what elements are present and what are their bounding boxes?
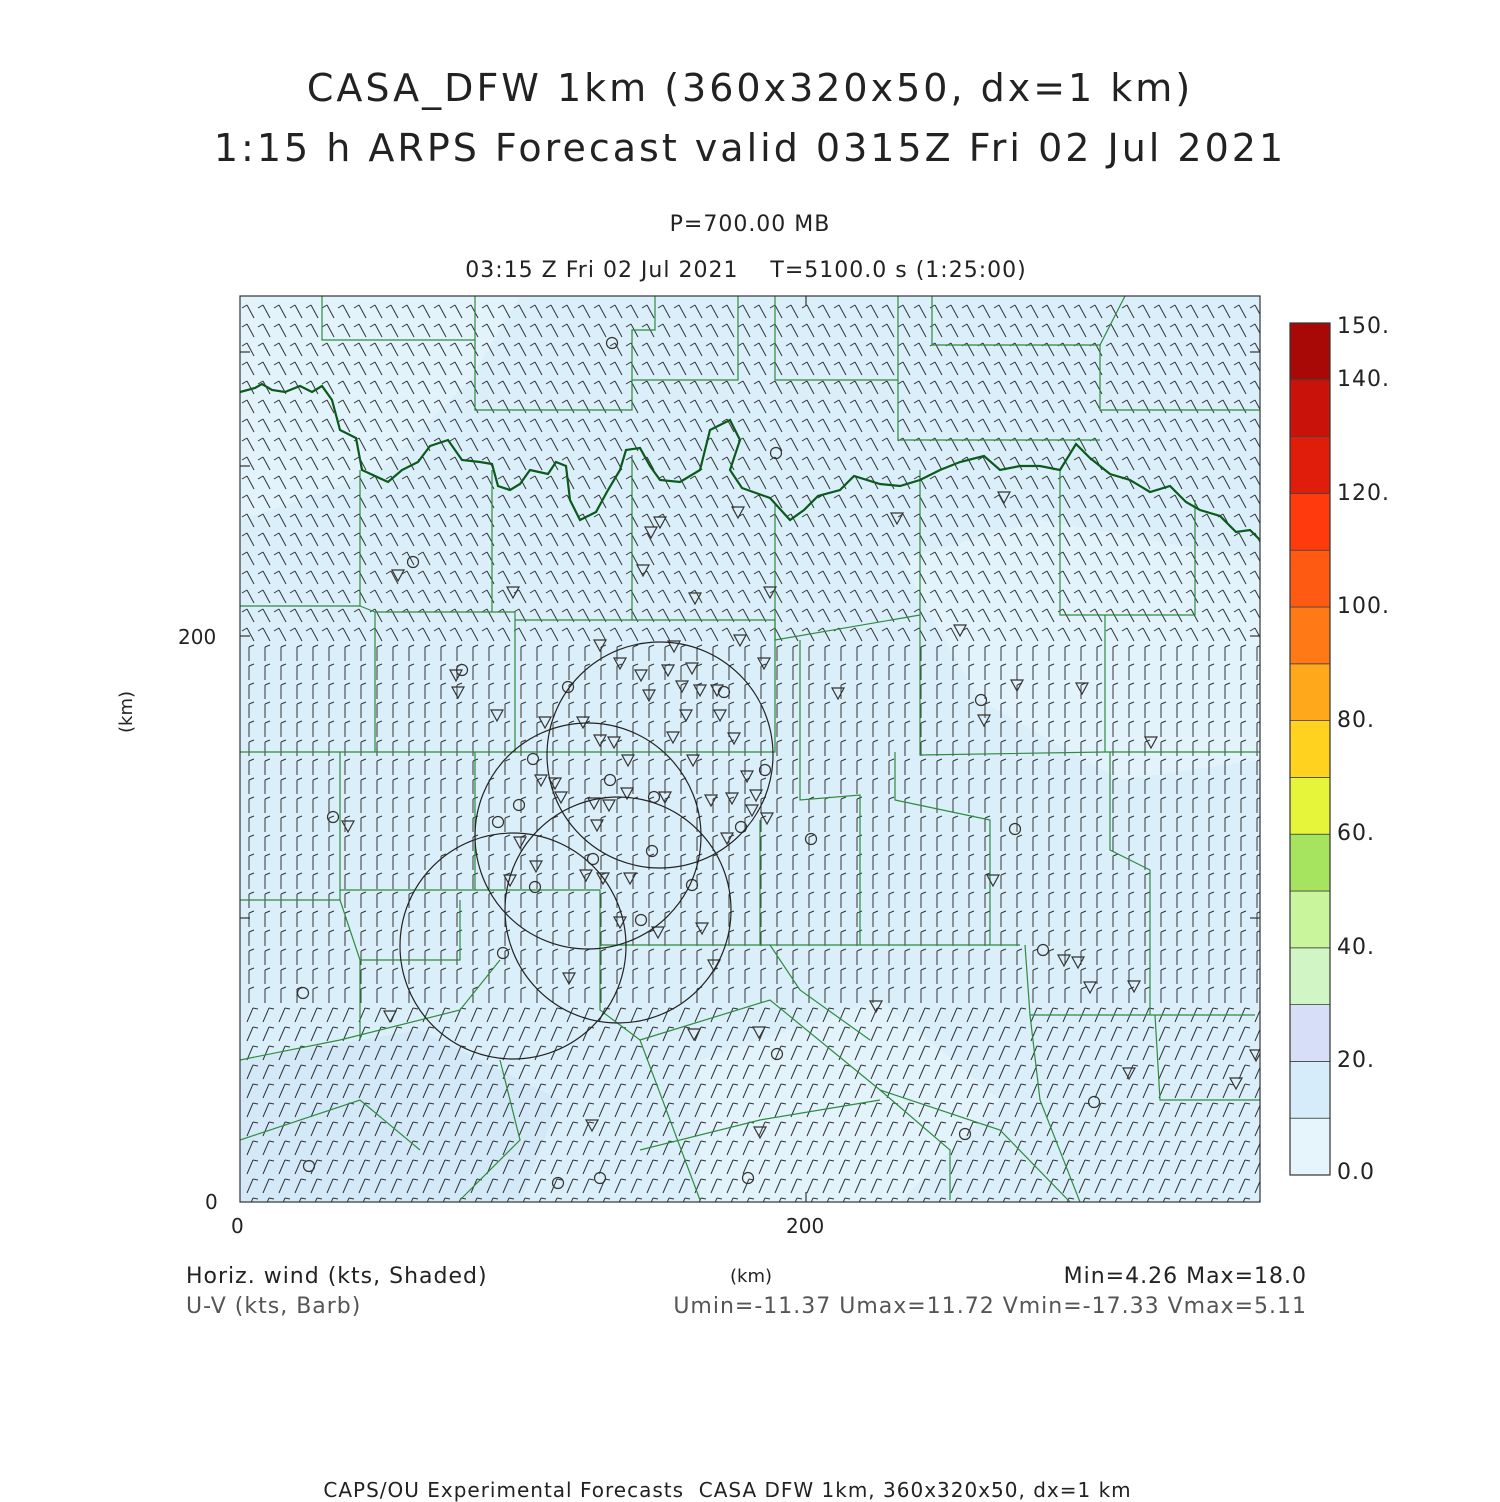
min-max-stats: Min=4.26 Max=18.0 <box>1063 1264 1307 1289</box>
colorbar-segment <box>1290 721 1330 778</box>
colorbar-label: 80. <box>1337 708 1375 733</box>
colorbar-label: 140. <box>1337 367 1390 392</box>
colorbar-label: 60. <box>1337 821 1375 846</box>
y-tick-200: 200 <box>178 625 217 649</box>
chart-title: CASA_DFW 1km (360x320x50, dx=1 km) <box>306 66 1194 110</box>
colorbar-segment <box>1290 777 1330 834</box>
footer-credit: CAPS/OU Experimental Forecasts CASA DFW 1km, 360x320x50, dx=1 km <box>323 1478 1132 1502</box>
x-tick-200: 200 <box>786 1214 825 1238</box>
colorbar-segment <box>1290 1118 1330 1175</box>
uv-stats: Umin=-11.37 Umax=11.72 Vmin=-17.33 Vmax=5.11 <box>673 1294 1307 1319</box>
chart-subtitle: 1:15 h ARPS Forecast valid 0315Z Fri 02 Jul 2021 <box>213 126 1287 170</box>
colorbar-segment <box>1290 380 1330 437</box>
colorbar-segment <box>1290 891 1330 948</box>
field-legend-barb: U-V (kts, Barb) <box>186 1294 362 1319</box>
colorbar-segment <box>1290 948 1330 1005</box>
colorbar-segment <box>1290 550 1330 607</box>
colorbar-label: 40. <box>1337 935 1375 960</box>
x-axis-label: (km) <box>730 1266 773 1287</box>
colorbar-label: 150. <box>1337 314 1390 339</box>
colorbar-label: 100. <box>1337 594 1390 619</box>
field-legend-shaded: Horiz. wind (kts, Shaded) <box>186 1264 488 1289</box>
pressure-level: P=700.00 MB <box>669 212 831 237</box>
x-tick-0: 0 <box>231 1214 244 1238</box>
colorbar-segment <box>1290 834 1330 891</box>
colorbar-segment <box>1290 323 1330 380</box>
colorbar-label: 120. <box>1337 481 1390 506</box>
colorbar-segment <box>1290 1005 1330 1062</box>
valid-time: 03:15 Z Fri 02 Jul 2021 T=5100.0 s (1:25:00) <box>465 258 1027 283</box>
colorbar-segment <box>1290 664 1330 721</box>
colorbar-segment <box>1290 493 1330 550</box>
colorbar-label: 0.0 <box>1337 1160 1375 1185</box>
colorbar-segment <box>1290 437 1330 494</box>
y-axis-label: (km) <box>116 690 137 733</box>
colorbar-segment <box>1290 1061 1330 1118</box>
colorbar <box>1290 323 1330 1175</box>
colorbar-segment <box>1290 607 1330 664</box>
colorbar-label: 20. <box>1337 1048 1375 1073</box>
y-tick-0: 0 <box>205 1190 218 1214</box>
